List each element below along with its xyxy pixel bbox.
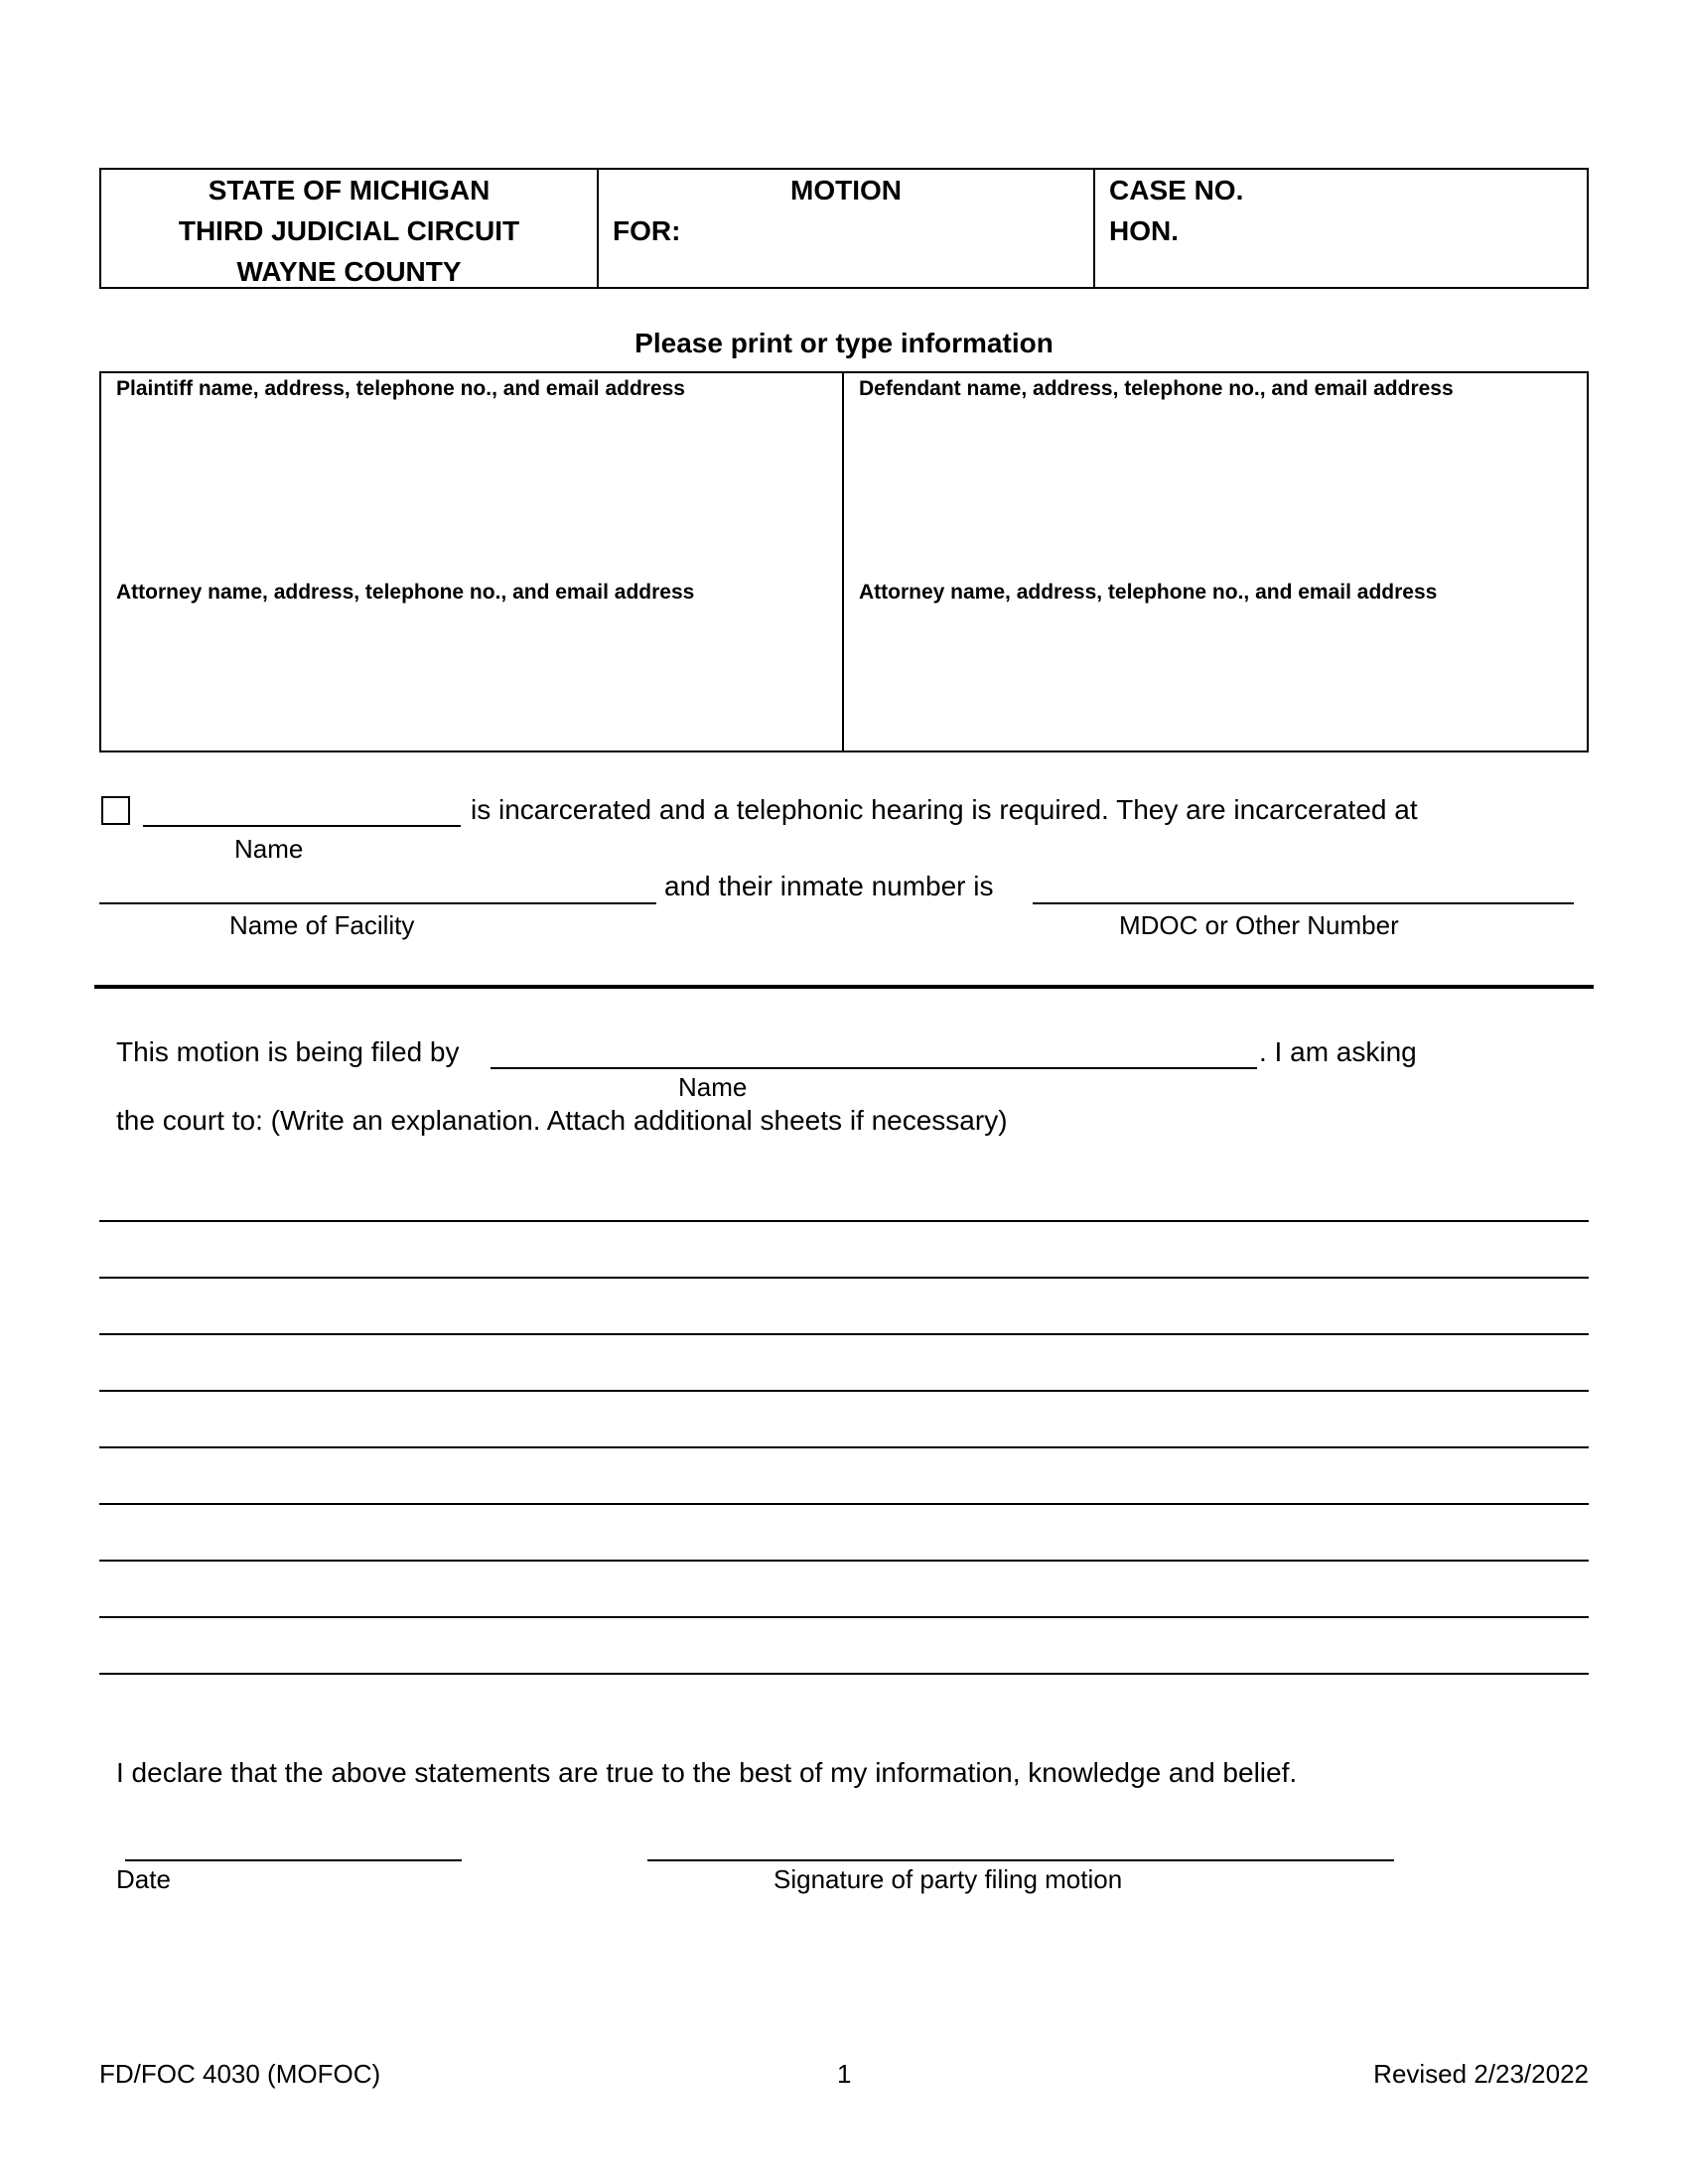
court-line-county: WAYNE COUNTY <box>236 256 462 287</box>
filer-name-line[interactable] <box>491 1067 1257 1069</box>
asking-text: . I am asking <box>1259 1036 1417 1067</box>
revised-date: Revised 2/23/2022 <box>1373 2059 1589 2089</box>
court-cell <box>101 170 599 287</box>
inmate-number-line[interactable] <box>1033 902 1574 904</box>
court-line-state: STATE OF MICHIGAN <box>208 175 491 205</box>
incarceration-sentence: is incarcerated and a telephonic hearing is required. They are incarcerated at <box>471 794 1418 825</box>
explanation-line[interactable] <box>99 1503 1589 1505</box>
court-to-text: the court to: (Write an explanation. Attach additional sheets if necessary) <box>116 1105 1008 1136</box>
section-divider <box>94 985 1594 989</box>
plaintiff-cell[interactable] <box>101 373 844 751</box>
page-number: 1 <box>837 2059 852 2089</box>
caption-table <box>99 168 1589 289</box>
plaintiff-label: Plaintiff name, address, telephone no., and email address <box>116 377 685 400</box>
explanation-line[interactable] <box>99 1446 1589 1448</box>
case-no-label: CASE NO. <box>1109 175 1244 205</box>
form-id: FD/FOC 4030 (MOFOC) <box>99 2059 381 2089</box>
defendant-cell[interactable] <box>844 373 1587 751</box>
facility-line[interactable] <box>99 902 656 904</box>
incarcerated-name-caption: Name <box>234 834 304 864</box>
motion-for-label: FOR: <box>613 215 681 246</box>
facility-caption: Name of Facility <box>229 910 415 940</box>
incarcerated-name-line[interactable] <box>143 825 461 827</box>
court-line-circuit: THIRD JUDICIAL CIRCUIT <box>178 215 520 246</box>
hon-label: HON. <box>1109 215 1179 246</box>
explanation-line[interactable] <box>99 1616 1589 1618</box>
print-note: Please print or type information <box>634 328 1054 358</box>
inmate-number-caption: MDOC or Other Number <box>1119 910 1399 940</box>
explanation-line[interactable] <box>99 1220 1589 1222</box>
inmate-number-text: and their inmate number is <box>664 871 994 901</box>
date-caption: Date <box>116 1864 171 1894</box>
parties-table <box>99 371 1589 752</box>
plaintiff-attorney-label: Attorney name, address, telephone no., and email address <box>116 581 695 604</box>
explanation-line[interactable] <box>99 1560 1589 1562</box>
case-cell[interactable] <box>1095 170 1587 287</box>
signature-caption: Signature of party filing motion <box>774 1864 1123 1894</box>
declaration-statement: I declare that the above statements are true to the best of my information, knowledge and belief. <box>116 1757 1298 1788</box>
explanation-line[interactable] <box>99 1333 1589 1335</box>
explanation-line[interactable] <box>99 1390 1589 1392</box>
explanation-line[interactable] <box>99 1277 1589 1279</box>
incarcerated-checkbox[interactable] <box>101 796 130 825</box>
date-line[interactable] <box>125 1859 462 1861</box>
defendant-label: Defendant name, address, telephone no., and email address <box>859 377 1454 400</box>
motion-cell[interactable] <box>599 170 1095 287</box>
signature-line[interactable] <box>647 1859 1394 1861</box>
filed-by-text: This motion is being filed by <box>116 1036 460 1067</box>
explanation-line[interactable] <box>99 1673 1589 1675</box>
motion-title: MOTION <box>790 175 902 205</box>
defendant-attorney-label: Attorney name, address, telephone no., and email address <box>859 581 1438 604</box>
filer-name-caption: Name <box>678 1072 748 1102</box>
